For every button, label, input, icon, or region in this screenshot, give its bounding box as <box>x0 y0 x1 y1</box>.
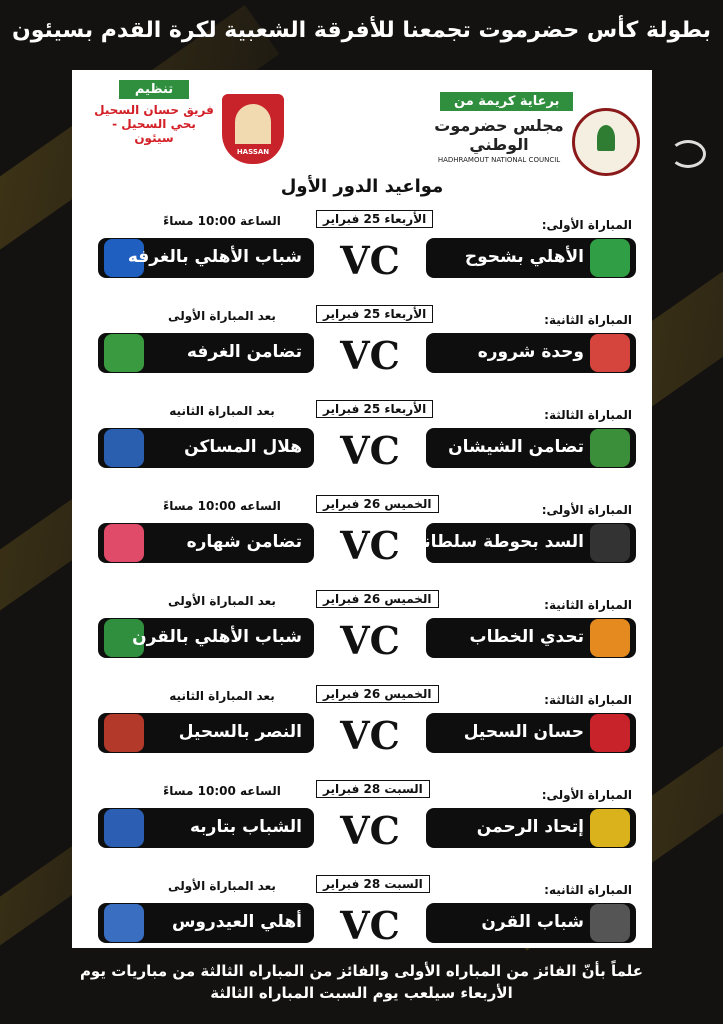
home-team-name: إتحاد الرحمن <box>476 817 584 837</box>
away-team-pill <box>98 238 314 278</box>
match-date: السبت 28 فبراير <box>316 875 430 893</box>
match-number-label: المباراة الثانية: <box>544 598 632 612</box>
match-time: بعد المباراة الثانيه <box>169 689 275 703</box>
home-team-pill <box>426 238 636 278</box>
away-team-badge-icon <box>104 334 144 372</box>
home-team-badge-icon <box>590 904 630 942</box>
organizer-block <box>94 78 214 145</box>
match-number-label: المباراة الثانيه: <box>544 883 632 897</box>
hassan-club-logo: HASSAN <box>222 94 284 164</box>
council-name-arabic: مجلس حضرموت الوطني <box>434 116 564 154</box>
away-team-pill <box>98 428 314 468</box>
home-team-name: وحدة شروره <box>477 342 584 362</box>
home-team-pill <box>413 523 636 563</box>
home-team-pill <box>426 713 636 753</box>
match-date: الخميس 26 فبراير <box>316 685 439 703</box>
match-number-label: المباراة الثانية: <box>544 313 632 327</box>
round-title: مواعيد الدور الأول <box>280 176 444 197</box>
versus-label: VC <box>340 238 400 283</box>
home-team-pill <box>426 618 636 658</box>
match-number-label: المباراة الثالثة: <box>544 408 632 422</box>
away-team-badge-icon <box>104 524 144 562</box>
council-emblem-logo <box>572 108 640 176</box>
organizer-name: فريق حسان السحيل <box>94 103 214 117</box>
away-team-badge-icon <box>104 809 144 847</box>
home-team-name: شباب القرن <box>481 912 584 932</box>
home-team-badge-icon <box>590 619 630 657</box>
match-row <box>72 307 652 403</box>
organizer-location: بحي السحيل - سيئون <box>112 117 196 145</box>
home-team-name: تضامن الشيشان <box>448 437 584 457</box>
match-row <box>72 497 652 593</box>
home-team-name: تحدي الخطاب <box>469 627 584 647</box>
home-team-badge-icon <box>590 809 630 847</box>
home-team-pill <box>426 333 636 373</box>
away-team-name: تضامن الغرفه <box>186 342 302 362</box>
versus-label: VC <box>340 808 400 853</box>
away-team-pill <box>98 523 314 563</box>
away-team-name: شباب الأهلي بالقرن <box>132 627 302 647</box>
away-team-badge-icon <box>104 714 144 752</box>
home-team-name: حسان السحيل <box>463 722 584 742</box>
match-row <box>72 782 652 878</box>
away-team-pill <box>98 333 314 373</box>
match-date: السبت 28 فبراير <box>316 780 430 798</box>
match-number-label: المباراة الثالثة: <box>544 693 632 707</box>
designer-signature-logo <box>670 140 706 186</box>
organizer-tag: تنظيم <box>119 80 189 99</box>
away-team-pill <box>98 713 314 753</box>
away-team-pill <box>98 903 314 943</box>
council-name-english: HADHRAMOUT NATIONAL COUNCIL <box>437 156 561 164</box>
match-row <box>72 592 652 688</box>
tournament-headline: بطولة كأس حضرموت تجمعنا للأفرقة الشعبية لكرة القدم بسيئون <box>11 18 712 43</box>
home-team-badge-icon <box>590 714 630 752</box>
home-team-pill <box>426 903 636 943</box>
versus-label: VC <box>340 428 400 473</box>
match-date: الأربعاء 25 فبراير <box>316 400 433 418</box>
away-team-name: شباب الأهلي بالغرفه <box>127 247 302 267</box>
match-row <box>72 212 652 308</box>
sponsor-tag: برعاية كريمة من <box>440 92 573 111</box>
match-time: الساعة 10:00 مساءً <box>163 214 281 228</box>
versus-label: VC <box>340 333 400 378</box>
match-row <box>72 402 652 498</box>
match-number-label: المباراة الأولى: <box>541 788 632 802</box>
match-date: الأربعاء 25 فبراير <box>316 210 433 228</box>
home-team-badge-icon <box>590 429 630 467</box>
match-time: الساعه 10:00 مساءً <box>163 499 281 513</box>
versus-label: VC <box>340 903 400 948</box>
home-team-name: الأهلي بشحوح <box>464 247 584 267</box>
match-number-label: المباراة الأولى: <box>541 218 632 232</box>
match-time: بعد المباراة الثانيه <box>169 404 275 418</box>
home-team-badge-icon <box>590 334 630 372</box>
home-team-name: السد بحوطة سلطانه <box>413 532 584 552</box>
away-team-name: الشباب بتاربه <box>189 817 302 837</box>
match-time: بعد المباراة الأولى <box>168 879 276 893</box>
versus-label: VC <box>340 618 400 663</box>
footer-line-1: علماً بأنّ الفائز من المباراه الأولى والفائز من المباراه الثالثة من مباريات يوم <box>79 962 644 980</box>
schedule-card <box>72 70 652 948</box>
match-number-label: المباراة الأولى: <box>541 503 632 517</box>
away-team-name: النصر بالسحيل <box>178 722 302 742</box>
away-team-name: هلال المساكن <box>184 437 302 457</box>
away-team-badge-icon <box>104 429 144 467</box>
match-date: الخميس 26 فبراير <box>316 495 439 513</box>
away-team-name: تضامن شهاره <box>186 532 302 552</box>
away-team-badge-icon <box>104 904 144 942</box>
match-time: بعد المباراة الأولى <box>168 309 276 323</box>
home-team-pill <box>426 428 636 468</box>
home-team-badge-icon <box>590 524 630 562</box>
home-team-pill <box>426 808 636 848</box>
match-date: الأربعاء 25 فبراير <box>316 305 433 323</box>
versus-label: VC <box>340 713 400 758</box>
away-team-name: أهلي العيدروس <box>171 912 302 932</box>
match-row <box>72 687 652 783</box>
match-time: الساعه 10:00 مساءً <box>163 784 281 798</box>
away-team-pill <box>98 618 314 658</box>
versus-label: VC <box>340 523 400 568</box>
footer-note <box>40 960 683 1004</box>
away-team-pill <box>98 808 314 848</box>
match-date: الخميس 26 فبراير <box>316 590 439 608</box>
match-time: بعد المباراة الأولى <box>168 594 276 608</box>
home-team-badge-icon <box>590 239 630 277</box>
footer-line-2: الأربعاء سيلعب يوم السبت المباراه الثالثة <box>210 984 513 1002</box>
